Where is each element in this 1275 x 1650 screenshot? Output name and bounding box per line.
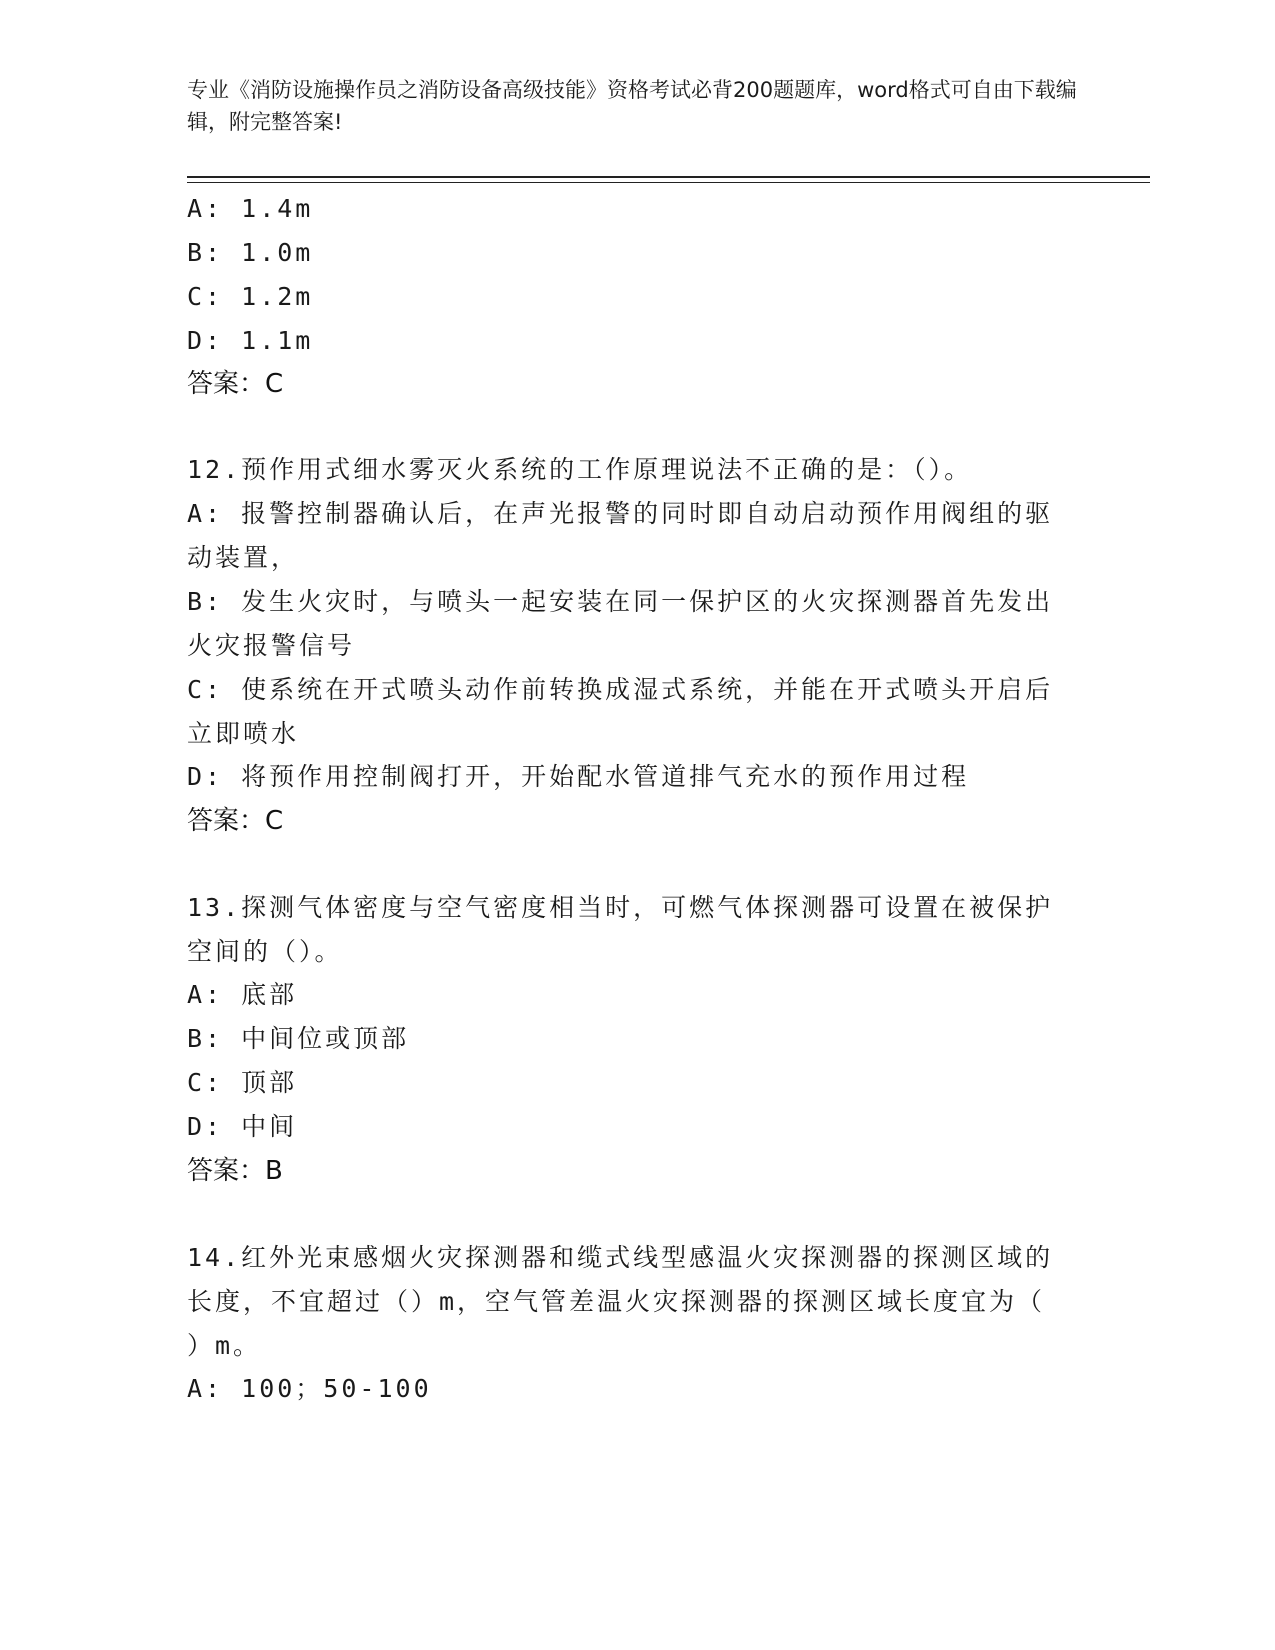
q14-option-a: A: 100；50-100	[187, 1374, 432, 1403]
q12-option-a-line2: 动装置，	[187, 543, 300, 572]
q13-question-line1: 13.探测气体密度与空气密度相当时，可燃气体探测器可设置在被保护	[187, 893, 1054, 922]
header-rule-thick	[187, 176, 1150, 178]
q14-question-line2: 长度，不宜超过（）m，空气管差温火灾探测器的探测区域长度宜为（	[187, 1287, 1046, 1316]
q11-option-c: C: 1.2m	[187, 282, 314, 311]
q14-question-line1: 14.红外光束感烟火灾探测器和缆式线型感温火灾探测器的探测区域的	[187, 1243, 1054, 1272]
q12-option-d: D: 将预作用控制阀打开，开始配水管道排气充水的预作用过程	[187, 762, 970, 791]
q12-option-c-line2: 立即喷水	[187, 719, 300, 748]
q14-question-line3: ）m。	[187, 1331, 262, 1360]
q11-option-b: B: 1.0m	[187, 238, 314, 267]
q13-option-d: D: 中间	[187, 1112, 298, 1141]
q12-option-c-line1: C: 使系统在开式喷头动作前转换成湿式系统，并能在开式喷头开启后	[187, 675, 1054, 704]
q12-option-b-line1: B: 发生火灾时，与喷头一起安装在同一保护区的火灾探测器首先发出	[187, 587, 1054, 616]
q11-option-a: A: 1.4m	[187, 194, 314, 223]
q13-question-line2: 空间的（）。	[187, 937, 343, 966]
q12-option-a-line1: A: 报警控制器确认后，在声光报警的同时即自动启动预作用阀组的驱	[187, 499, 1054, 528]
q13-option-c: C: 顶部	[187, 1068, 298, 1097]
q13-option-a: A: 底部	[187, 980, 298, 1009]
q11-option-d: D: 1.1m	[187, 326, 314, 355]
q12-option-b-line2: 火灾报警信号	[187, 631, 356, 660]
q11-answer: 答案：C	[187, 369, 284, 399]
header-rule-thin	[187, 182, 1150, 183]
q12-question: 12.预作用式细水雾灭火系统的工作原理说法不正确的是：（）。	[187, 455, 973, 484]
q13-answer: 答案：B	[187, 1156, 283, 1186]
q12-answer: 答案：C	[187, 806, 284, 836]
q13-option-b: B: 中间位或顶部	[187, 1024, 410, 1053]
document-header: 专业《消防设施操作员之消防设备高级技能》资格考试必背200题题库，word格式可自由下载编辑，附完整答案!	[187, 78, 1077, 134]
